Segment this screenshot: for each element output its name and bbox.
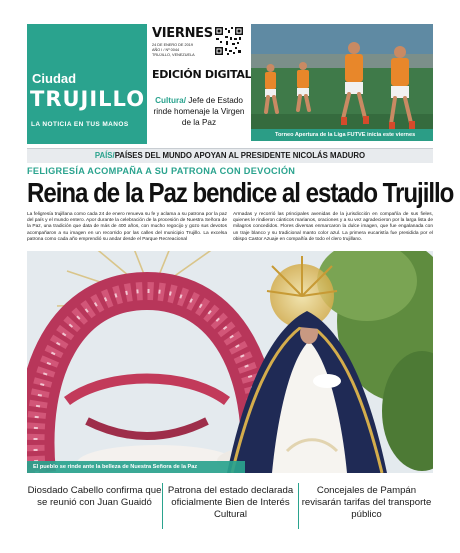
teaser-section: Cultura/ xyxy=(155,96,187,105)
lead-column-1: La feligresía trujillana como cada 24 de enero renueva su fe y aclama a su patrona por la paz del país y el mundo entero. Apor durante la celebración de la procesión de Nuestra Señora de la Paz, una tradición que data de más de 400 años, con mucho regocijo y gozo sus devotos acompañaron a su imagen en un recorrido por las calles del municipio Trujillo. La excelsa patrona como cada año emprendió su andar desde el Parque Recreacional xyxy=(27,212,227,242)
culture-teaser[interactable] xyxy=(152,95,246,139)
lead-column-2: Armadas y recorrió las principales avenidas de la jurisdicción en compañía de sus fieles, quienes le rindieron cánticos marianos, oraciones y a su vez agradecieron por la larga lista de milagros concedidos. Flores diversas enmarcaron la dulce imagen, que fue engalanada con un traje blanco y su tradicional manto color azul. La primera eucaristía fue presidida por el obispo Castor Azuaje en compañía de todo el clero trujillano. xyxy=(233,212,433,242)
football-players-image xyxy=(251,24,433,141)
masthead-city: Ciudad xyxy=(32,71,77,86)
issue-day: VIERNES xyxy=(152,26,213,41)
edition-label: EDICIÓN DIGITAL xyxy=(152,68,252,81)
masthead-name: TRUJILLO xyxy=(30,87,146,111)
qr-code-icon xyxy=(214,26,244,56)
issue-date: 24 DE ENERO DE 2019 xyxy=(152,43,193,47)
bottom-stories xyxy=(27,479,433,533)
story-patrona[interactable]: Patrona del estado declarada oficialmente Bien de Interés Cultural xyxy=(167,485,294,520)
issue-number: AÑO I / Nº 0044 xyxy=(152,48,180,52)
football-photo[interactable] xyxy=(251,24,433,141)
lead-headline[interactable]: Reina de la Paz bendice al estado Trujillo xyxy=(27,177,454,208)
country-band[interactable] xyxy=(27,148,433,163)
football-caption: Torneo Apertura de la Liga FUTVE inicia este viernes xyxy=(251,129,433,141)
virgin-procession-image xyxy=(27,251,433,473)
story-pampan[interactable]: Concejales de Pampán revisarán tarifas del transporte público xyxy=(301,485,432,520)
issue-place: TRUJILLO, VENEZUELA xyxy=(152,53,195,57)
band-text: PAÍSES DEL MUNDO APOYAN AL PRESIDENTE NICOLÁS MADURO xyxy=(114,151,366,160)
lead-kicker: FELIGRESÍA ACOMPAÑA A SU PATRONA CON DEVOCIÓN xyxy=(27,166,296,176)
virgin-procession-photo[interactable] xyxy=(27,251,433,473)
story-cabello[interactable]: Diosdado Cabello confirma que se reunió con Juan Guaidó xyxy=(27,485,162,508)
masthead-tagline: LA NOTICIA EN TUS MANOS xyxy=(31,121,129,128)
virgin-photo-caption: El pueblo se rinde ante la belleza de Nuestra Señora de la Paz xyxy=(27,461,245,473)
masthead xyxy=(27,24,147,144)
teaser-text: Jefe de Estado rinde homenaje la Virgen de la Paz xyxy=(153,96,245,127)
band-section: PAÍS/ xyxy=(94,151,115,160)
